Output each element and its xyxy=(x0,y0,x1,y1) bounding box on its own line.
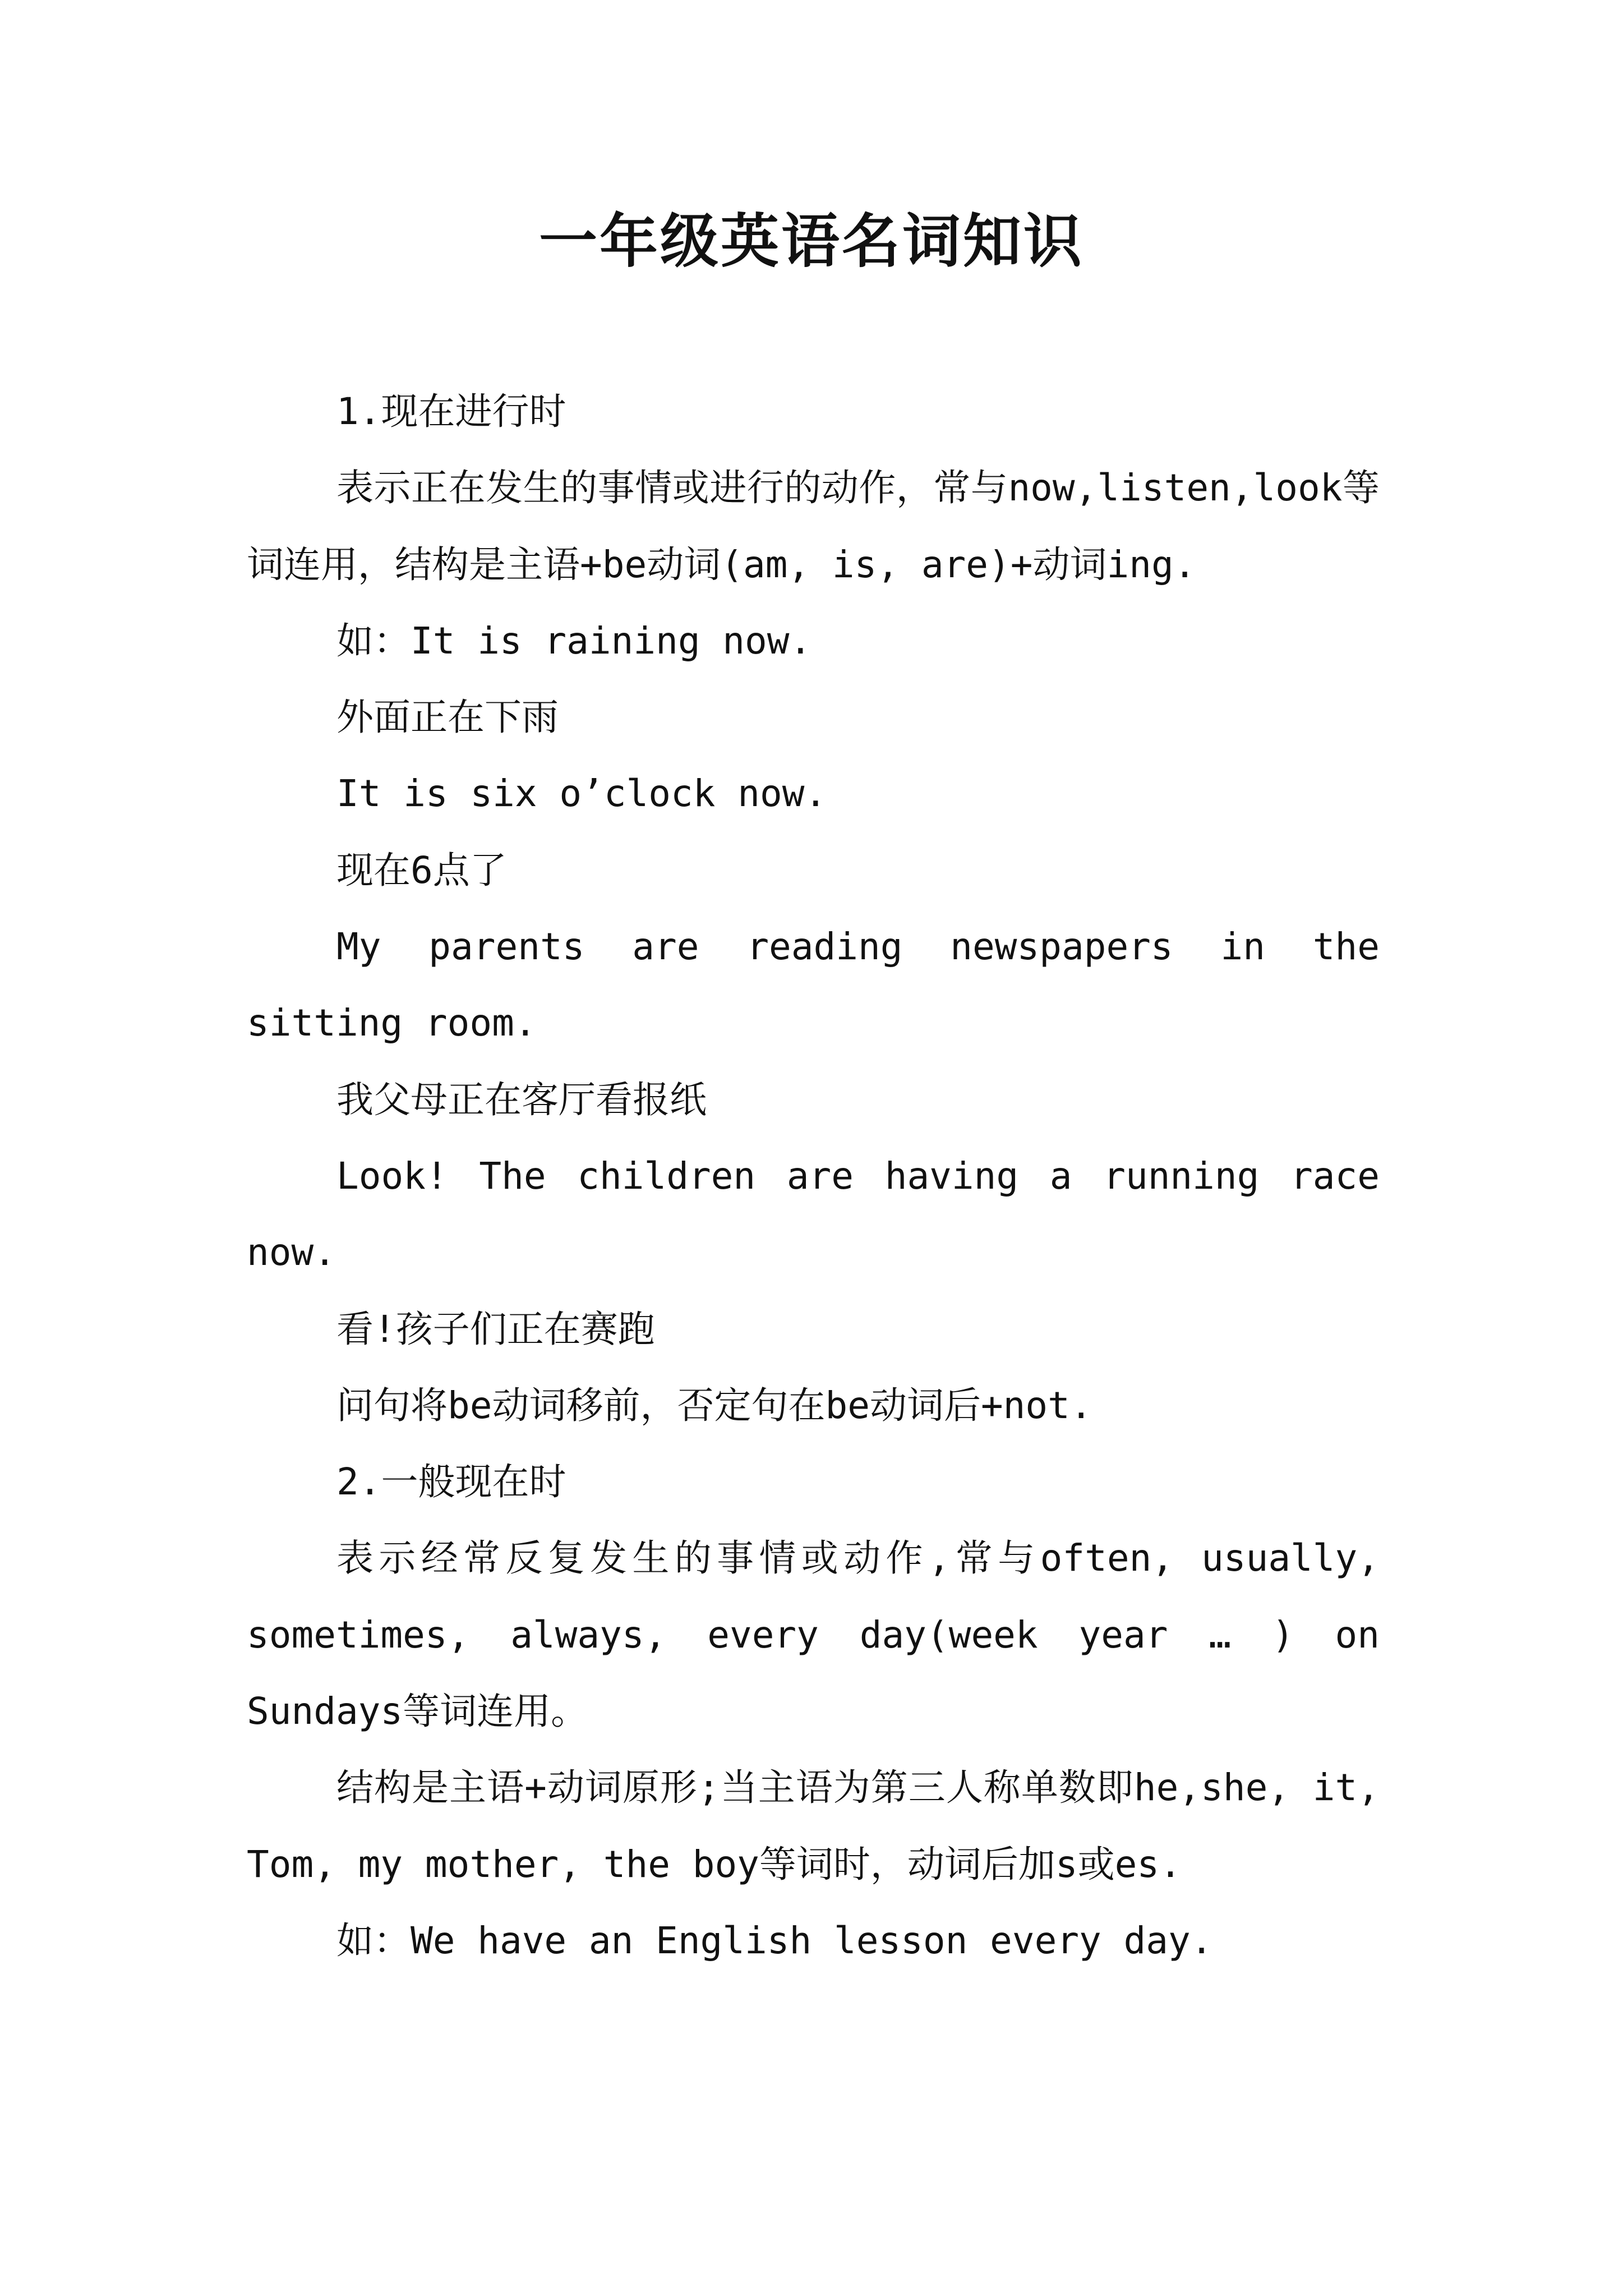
paragraph: 问句将be动词移前，否定句在be动词后+not. xyxy=(336,1383,1092,1427)
paragraph-heading-1: 1.现在进行时 xyxy=(336,390,566,433)
paragraph: 现在6点了 xyxy=(336,848,507,892)
paragraph: 看!孩子们正在赛跑 xyxy=(336,1307,655,1351)
paragraph: My parents are reading newspapers in the sitting room. xyxy=(247,925,1380,1045)
paragraph: 外面正在下雨 xyxy=(336,696,559,739)
paragraph: Look! The children are having a running race now. xyxy=(247,1154,1380,1274)
paragraph: It is six o’clock now. xyxy=(336,772,827,816)
paragraph: 结构是主语+动词原形;当主语为第三人称单数即he,she, it, Tom, my mother, the boy等词时，动词后加s或es. xyxy=(247,1766,1380,1886)
paragraph: 表示经常反复发生的事情或动作,常与often, usually, sometimes, always, every day(week year … ) on Sundays等词连用。 xyxy=(247,1536,1380,1733)
paragraph: 我父母正在客厅看报纸 xyxy=(336,1078,707,1121)
paragraph-heading-2: 2.一般现在时 xyxy=(336,1460,566,1504)
paragraph: 表示正在发生的事情或进行的动作，常与now,listen,look等词连用，结构是主语+be动词(am, is, are)+动词ing. xyxy=(247,466,1380,586)
document-body xyxy=(247,374,1380,1979)
document-title: 一年级英语名词知识 xyxy=(538,206,1084,275)
paragraph: 如：We have an English lesson every day. xyxy=(336,1918,1213,1962)
paragraph: 如：It is raining now. xyxy=(336,619,812,662)
